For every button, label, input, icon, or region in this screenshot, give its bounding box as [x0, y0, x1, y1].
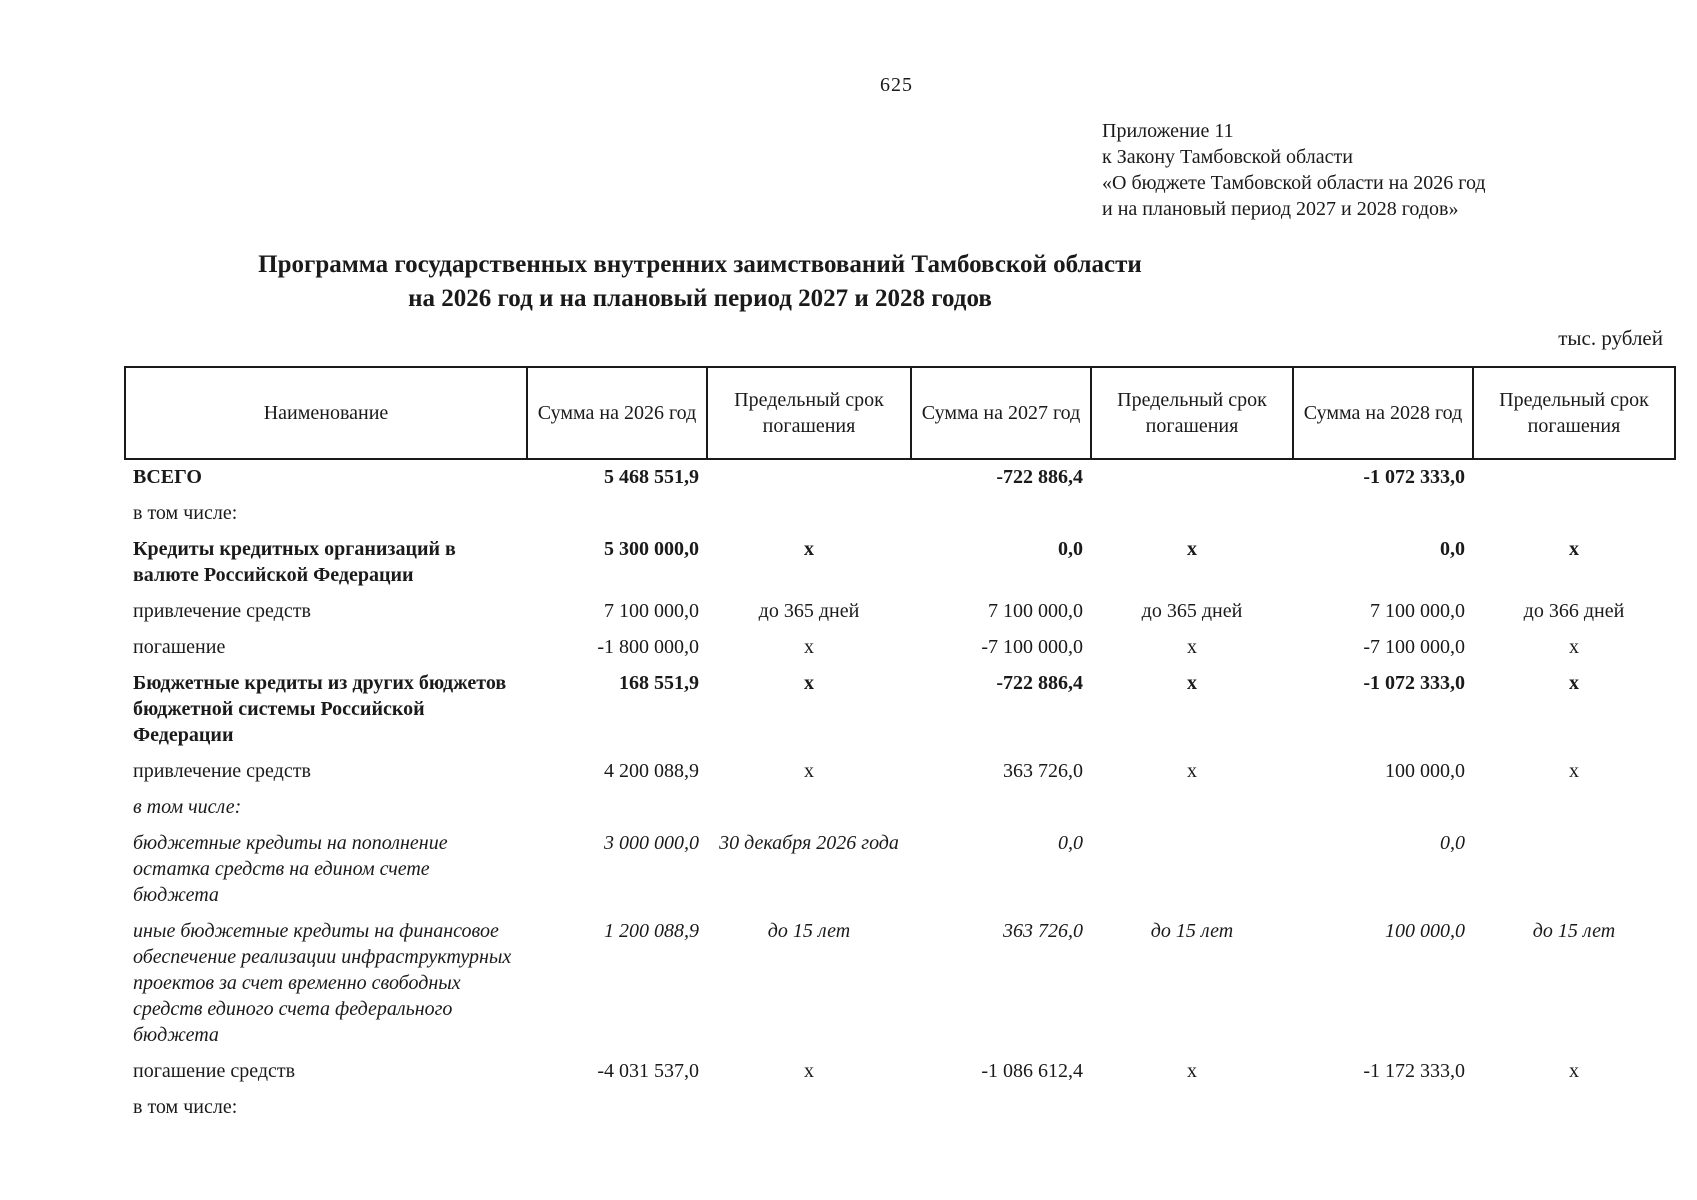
- cell-sum-2028: -7 100 000,0: [1363, 636, 1465, 658]
- cell-term-2026: [707, 496, 911, 532]
- cell-sum-2027: -7 100 000,0: [981, 636, 1083, 658]
- cell-sum-2027: 7 100 000,0: [988, 600, 1083, 622]
- cell-term-2028: [1473, 790, 1675, 826]
- table-row: [125, 532, 1675, 594]
- cell-sum-2027: 0,0: [1058, 538, 1083, 560]
- header-sum-2027: Сумма на 2027 год: [911, 367, 1091, 459]
- cell-sum-2028: 100 000,0: [1385, 760, 1465, 782]
- title-line: на 2026 год и на плановый период 2027 и 2028 годов: [408, 285, 992, 312]
- cell-name: ВСЕГО: [133, 466, 202, 488]
- cell-sum-2027: 0,0: [1058, 832, 1083, 854]
- table-row: [125, 754, 1675, 790]
- cell-term-2028: х: [1569, 636, 1579, 658]
- cell-sum-2026: 5 300 000,0: [604, 538, 699, 560]
- cell-sum-2027: [911, 790, 1091, 826]
- appendix-line: «О бюджете Тамбовской области на 2026 год: [1102, 172, 1486, 194]
- cell-sum-2028: -1 172 333,0: [1363, 1060, 1465, 1082]
- cell-sum-2028: [1293, 496, 1473, 532]
- cell-term-2027: до 15 лет: [1150, 920, 1234, 942]
- cell-sum-2026: [527, 1090, 707, 1126]
- cell-term-2028: [1473, 1090, 1675, 1126]
- table-header-row: [125, 367, 1675, 459]
- cell-sum-2027: 363 726,0: [1003, 760, 1083, 782]
- cell-sum-2026: 5 468 551,9: [604, 466, 699, 488]
- cell-term-2028: [1473, 496, 1675, 532]
- cell-sum-2026: [527, 496, 707, 532]
- cell-sum-2026: 168 551,9: [619, 672, 699, 694]
- cell-sum-2027: [911, 496, 1091, 532]
- units-label: тыс. рублей: [1558, 326, 1663, 350]
- header-term-2027: Предельный срок погашения: [1091, 367, 1293, 459]
- cell-name: привлечение средств: [133, 760, 311, 782]
- cell-term-2027: [1091, 1090, 1293, 1126]
- cell-name: Кредиты кредитных организаций в валюте Российской Федерации: [133, 538, 456, 586]
- cell-sum-2028: -1 072 333,0: [1363, 672, 1465, 694]
- cell-term-2027: [1091, 496, 1293, 532]
- cell-name: погашение: [133, 636, 226, 658]
- header-sum-2028: Сумма на 2028 год: [1293, 367, 1473, 459]
- table-row: [125, 1054, 1675, 1090]
- cell-name: погашение средств: [133, 1060, 296, 1082]
- table-row: [125, 914, 1675, 1054]
- cell-term-2026: до 365 дней: [758, 600, 860, 622]
- cell-sum-2028: 100 000,0: [1385, 920, 1465, 942]
- cell-term-2026: х: [804, 760, 814, 782]
- cell-term-2028: [1473, 826, 1675, 914]
- cell-sum-2027: -1 086 612,4: [981, 1060, 1083, 1082]
- cell-sum-2027: [911, 1090, 1091, 1126]
- cell-sum-2028: 7 100 000,0: [1370, 600, 1465, 622]
- cell-term-2028: [1473, 459, 1675, 496]
- cell-term-2028: х: [1569, 538, 1579, 560]
- table-row: [125, 1090, 1675, 1126]
- header-term-2026: Предельный срок погашения: [707, 367, 911, 459]
- table-row: [125, 496, 1675, 532]
- table-row: [125, 630, 1675, 666]
- cell-term-2026: х: [804, 636, 814, 658]
- cell-sum-2026: 4 200 088,9: [604, 760, 699, 782]
- cell-term-2028: до 15 лет: [1532, 920, 1616, 942]
- cell-name: Бюджетные кредиты из других бюджетов бюджетной системы Российской Федерации: [133, 672, 507, 746]
- table-row: [125, 594, 1675, 630]
- table-row: [125, 666, 1675, 754]
- cell-term-2027: [1091, 459, 1293, 496]
- table-body: [125, 459, 1675, 1126]
- cell-term-2027: [1091, 826, 1293, 914]
- cell-term-2027: х: [1187, 672, 1197, 694]
- header-term-2028: Предельный срок погашения: [1473, 367, 1675, 459]
- header-name: Наименование: [125, 367, 527, 459]
- cell-term-2027: до 365 дней: [1141, 600, 1243, 622]
- cell-term-2027: [1091, 790, 1293, 826]
- cell-term-2028: х: [1569, 672, 1579, 694]
- cell-sum-2028: 0,0: [1440, 832, 1465, 854]
- cell-term-2027: х: [1187, 636, 1197, 658]
- borrowing-table: [124, 366, 1676, 1126]
- cell-sum-2027: 363 726,0: [1003, 920, 1083, 942]
- cell-term-2026: до 15 лет: [767, 920, 851, 942]
- borrowing-table-wrapper: [124, 366, 1676, 1126]
- cell-sum-2027: -722 886,4: [996, 672, 1083, 694]
- cell-term-2026: [707, 1090, 911, 1126]
- cell-name: привлечение средств: [133, 600, 311, 622]
- cell-term-2028: до 366 дней: [1523, 600, 1625, 622]
- table-row: [125, 459, 1675, 496]
- title-line: Программа государственных внутренних заимствований Тамбовской области: [258, 251, 1142, 278]
- document-title: [0, 248, 1400, 316]
- cell-term-2026: [707, 790, 911, 826]
- cell-term-2027: х: [1187, 760, 1197, 782]
- cell-term-2028: х: [1569, 1060, 1579, 1082]
- cell-name: в том числе:: [133, 1096, 238, 1118]
- cell-term-2027: х: [1187, 1060, 1197, 1082]
- cell-sum-2026: 3 000 000,0: [604, 832, 699, 854]
- cell-sum-2026: 1 200 088,9: [604, 920, 699, 942]
- appendix-note: [1102, 118, 1486, 222]
- cell-term-2026: х: [804, 538, 814, 560]
- cell-term-2027: х: [1187, 538, 1197, 560]
- cell-name: бюджетные кредиты на пополнение остатка средств на едином счете бюджета: [133, 832, 448, 906]
- cell-sum-2026: 7 100 000,0: [604, 600, 699, 622]
- cell-sum-2026: [527, 790, 707, 826]
- cell-term-2026: х: [804, 1060, 814, 1082]
- header-sum-2026: Сумма на 2026 год: [527, 367, 707, 459]
- cell-sum-2028: [1293, 790, 1473, 826]
- cell-term-2026: 30 декабря 2026 года: [719, 832, 899, 854]
- cell-term-2026: х: [804, 672, 814, 694]
- cell-name: иные бюджетные кредиты на финансовое обеспечение реализации инфраструктурных проектов за счет временно свободных средств единого счета федерального бюджета: [133, 920, 512, 1046]
- appendix-line: к Закону Тамбовской области: [1102, 146, 1353, 168]
- page-number: 625: [880, 74, 913, 96]
- cell-name: в том числе:: [133, 502, 238, 524]
- cell-term-2028: х: [1569, 760, 1579, 782]
- table-row: [125, 826, 1675, 914]
- table-row: [125, 790, 1675, 826]
- appendix-line: и на плановый период 2027 и 2028 годов»: [1102, 198, 1459, 220]
- cell-sum-2026: -4 031 537,0: [597, 1060, 699, 1082]
- cell-sum-2028: [1293, 1090, 1473, 1126]
- cell-sum-2028: -1 072 333,0: [1363, 466, 1465, 488]
- cell-sum-2027: -722 886,4: [996, 466, 1083, 488]
- cell-sum-2026: -1 800 000,0: [597, 636, 699, 658]
- appendix-line: Приложение 11: [1102, 120, 1234, 142]
- cell-term-2026: [707, 459, 911, 496]
- cell-sum-2028: 0,0: [1440, 538, 1465, 560]
- cell-name: в том числе:: [133, 796, 242, 818]
